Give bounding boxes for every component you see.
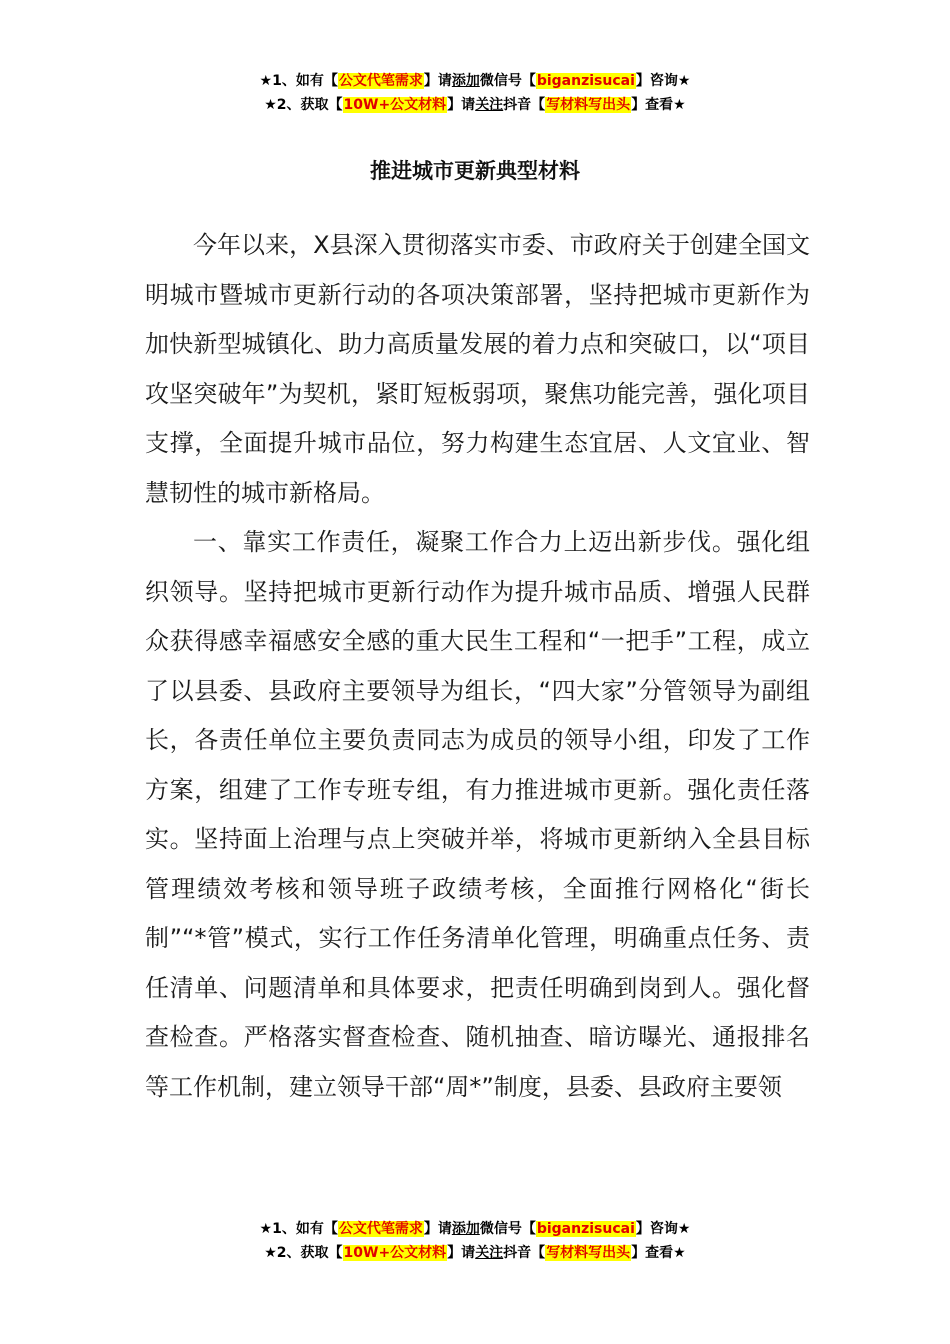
highlight-wechat-id: biganzisucai [536, 1221, 635, 1237]
banner-emphasis: 关注 [475, 1245, 504, 1261]
highlight-wechat-id: biganzisucai [536, 73, 635, 89]
highlight-materials: 10W+公文材料 [343, 97, 447, 113]
banner-text: 】查看★ [631, 97, 686, 113]
highlight-service: 公文代笔需求 [338, 1221, 423, 1237]
document-title: 推进城市更新典型材料 [370, 159, 580, 183]
banner-text: ★1、如有【 [259, 1221, 338, 1237]
header-banner [0, 69, 950, 117]
banner-text: 抖音【 [503, 97, 546, 113]
banner-text: 】请 [447, 97, 476, 113]
highlight-service: 公文代笔需求 [338, 73, 423, 89]
highlight-douyin-account: 写材料写出头 [546, 1245, 631, 1261]
footer-banner [0, 1217, 950, 1265]
highlight-materials: 10W+公文材料 [343, 1245, 447, 1261]
banner-text: 】请 [447, 1245, 476, 1261]
highlight-douyin-account: 写材料写出头 [546, 97, 631, 113]
banner-line-2 [0, 1241, 950, 1265]
banner-emphasis: 添加 [451, 73, 480, 89]
paragraph-intro: 今年以来，X县深入贯彻落实市委、市政府关于创建全国文明城市暨城市更新行动的各项决策部署，坚持把城市更新作为加快新型城镇化、助力高质量发展的着力点和突破口，以“项目攻坚突破年”为契机，紧盯短板弱项，聚焦功能完善，强化项目支撑，全面提升城市品位，努力构建生态宜居、人文宜业、智慧韧性的城市新格局。 [145, 231, 810, 507]
banner-emphasis: 添加 [451, 1221, 480, 1237]
banner-text: 】咨询★ [635, 73, 691, 89]
banner-line-1 [0, 69, 950, 93]
banner-text: 】咨询★ [635, 1221, 691, 1237]
banner-text: 微信号【 [479, 73, 536, 89]
banner-line-2 [0, 93, 950, 117]
banner-emphasis: 关注 [475, 97, 504, 113]
banner-text: ★1、如有【 [259, 73, 338, 89]
paragraph-section-1: 一、靠实工作责任，凝聚工作合力上迈出新步伐。强化组织领导。坚持把城市更新行动作为提升城市品质、增强人民群众获得感幸福感安全感的重大民生工程和“一把手”工程，成立了以县委、县政府主要领导为组长，“四大家”分管领导为副组长，各责任单位主要负责同志为成员的领导小组，印发了工作方案，组建了工作专班专组，有力推进城市更新。强化责任落实。坚持面上治理与点上突破并举，将城市更新纳入全县目标管理绩效考核和领导班子政绩考核，全面推行网格化“街长制”“*管”模式，实行工作任务清单化管理，明确重点任务、责任清单、问题清单和具体要求，把责任明确到岗到人。强化督查检查。严格落实督查检查、随机抽查、暗访曝光、通报排名等工作机制，建立领导干部“周*”制度，县委、县政府主要领 [145, 528, 810, 1101]
banner-text: 微信号【 [479, 1221, 536, 1237]
banner-text: 】请 [423, 73, 452, 89]
banner-text: ★2、获取【 [264, 1245, 343, 1261]
banner-text: 】请 [423, 1221, 452, 1237]
banner-text: ★2、获取【 [264, 97, 343, 113]
banner-text: 抖音【 [503, 1245, 546, 1261]
banner-text: 】查看★ [631, 1245, 686, 1261]
banner-line-1 [0, 1217, 950, 1241]
document-body [145, 221, 810, 1112]
